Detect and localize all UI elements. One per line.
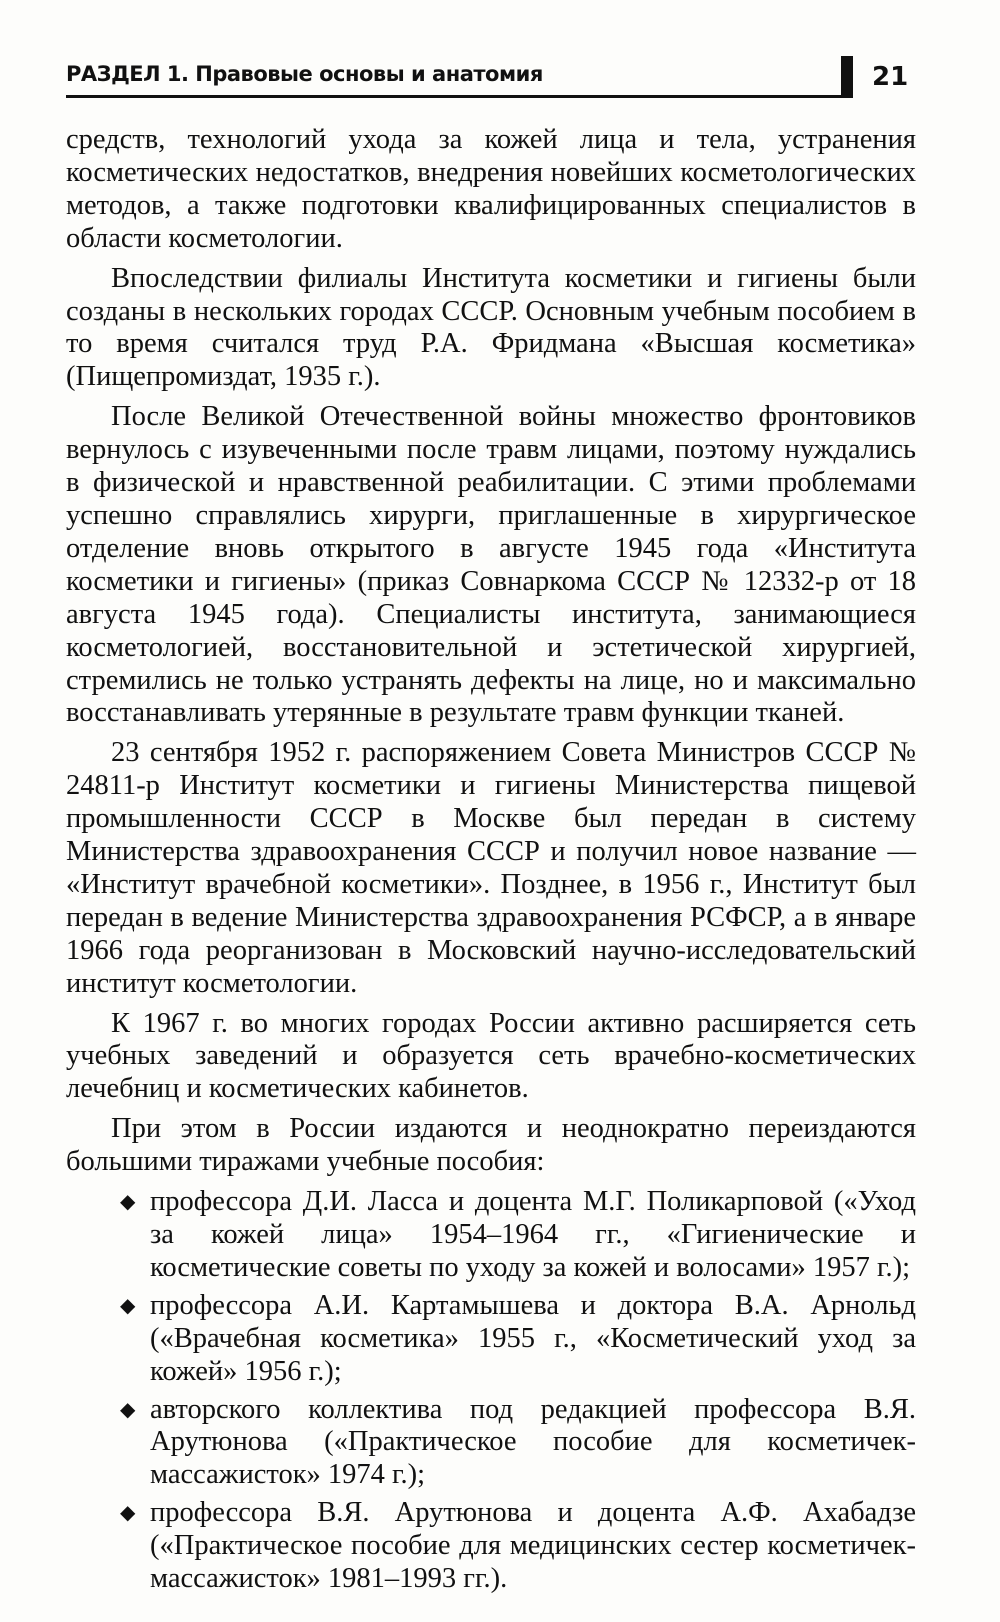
textbook-list — [66, 1186, 916, 1596]
bullet-icon: ◆ — [120, 1191, 136, 1214]
header-bar — [841, 56, 853, 98]
list-item-text: профессора В.Я. Арутюнова и доцента А.Ф. Ахабадзе («Практическое пособие для медицинских сестер косметичек-массажисток» 1981–1993 гг.). — [150, 1497, 916, 1595]
paragraph-continued: средств, технологий ухода за кожей лица и тела, устранения косметических недостатков, внедрения новейших косметологических методов, а также подготовки квалифицированных специалистов в области косметологии. — [66, 124, 916, 254]
list-item — [120, 1393, 916, 1493]
body-text — [66, 124, 916, 1601]
bullet-icon: ◆ — [120, 1294, 136, 1317]
list-item-text: профессора Д.И. Ласса и доцента М.Г. Поликарповой («Уход за кожей лица» 1954–1964 гг., «Гигиенические и косметические советы по уходу за кожей и волосами» 1957 г.); — [150, 1186, 916, 1283]
page-number: 21 — [872, 62, 909, 92]
list-item — [120, 1497, 916, 1596]
list-item-text: авторского коллектива под редакцией профессора В.Я. Арутюнова («Практическое пособие для косметичек-массажисток» 1974 г.); — [150, 1393, 916, 1491]
paragraph: К 1967 г. во многих городах России активно расширяется сеть учебных заведений и образуется сеть врачебно-косметических лечебниц и косметических кабинетов. — [66, 1007, 916, 1105]
paragraph-list-intro: При этом в России издаются и неоднократно переиздаются большими тиражами учебные пособия: — [66, 1113, 916, 1178]
list-item — [120, 1289, 916, 1389]
bullet-icon: ◆ — [120, 1502, 136, 1525]
list-item-text: профессора А.И. Картамышева и доктора В.А. Арнольд («Врачебная косметика» 1955 г., «Косметический уход за кожей» 1956 г.); — [150, 1289, 916, 1387]
bullet-icon: ◆ — [120, 1398, 136, 1421]
paragraph: 23 сентября 1952 г. распоряжением Совета Министров СССР № 24811-р Институт косметики и гигиены Министерства пищевой промышленности СССР в Москве был передан в систему Министерства здравоохранения СССР и получил новое название — «Институт врачебной косметики». Позднее, в 1956 г., Институт был передан в ведение Министерства здравоохранения РСФСР, а в январе 1966 года реорганизован в Московский научно-исследовательский институт косметологии. — [66, 737, 916, 999]
paragraph: Впоследствии филиалы Института косметики и гигиены были созданы в нескольких городах СССР. Основным учебным пособием в то время считался труд Р.А. Фридмана «Высшая косметика» (Пищепромиздат, 1935 г.). — [66, 262, 916, 393]
list-item — [120, 1186, 916, 1285]
running-header — [66, 52, 916, 102]
header-rule — [66, 95, 844, 98]
section-title: РАЗДЕЛ 1. Правовые основы и анатомия — [66, 62, 543, 86]
paragraph: После Великой Отечественной войны множество фронтовиков вернулось с изувеченными после травм лицами, поэтому нуждались в физической и нравственной реабилитации. С этими проблемами успешно справлялись хирурги, приглашенные в хирургическое отделение вновь открытого в августе 1945 года «Института косметики и гигиены» (приказ Совнаркома СССР № 12332-р от 18 августа 1945 года). Специалисты института, занимающиеся косметологией, восстановительной и эстетической хирургией, стремились не только устранять дефекты на лице, но и максимально восстанавливать утерянные в результате травм функции тканей. — [66, 401, 916, 729]
